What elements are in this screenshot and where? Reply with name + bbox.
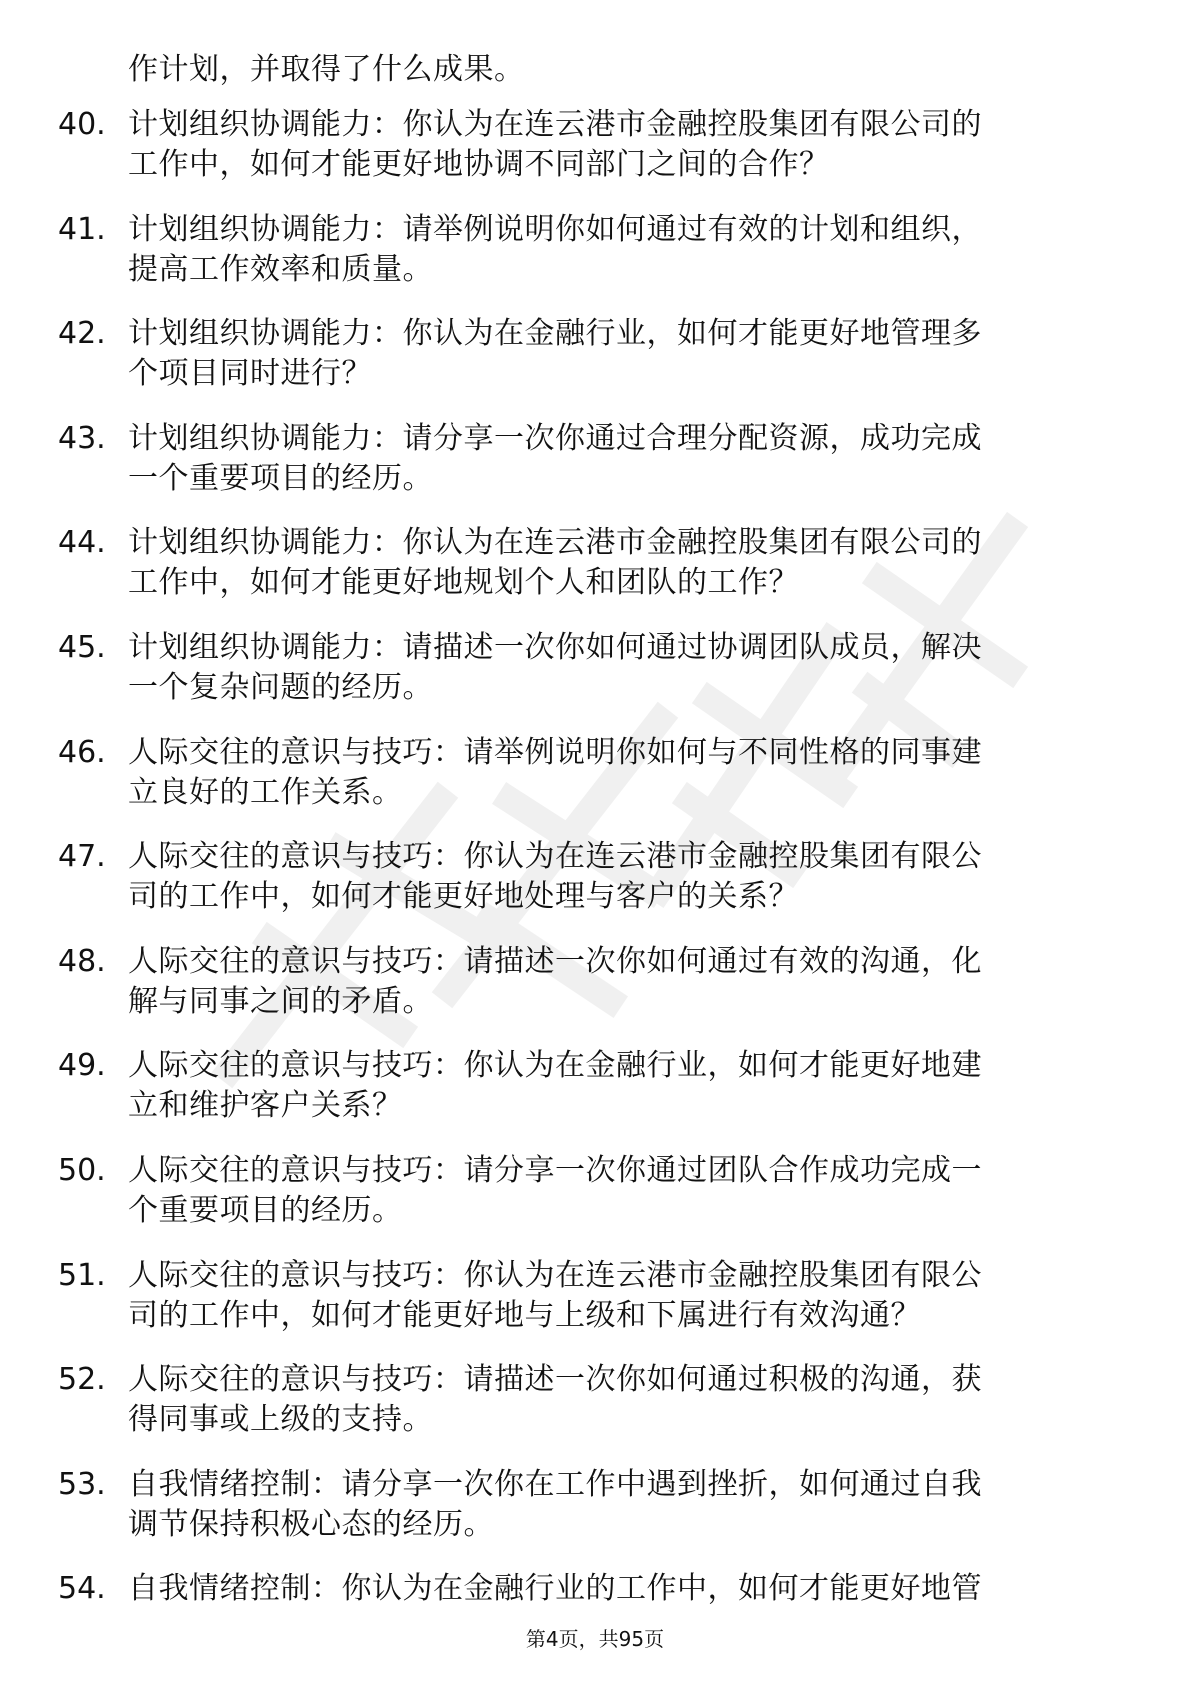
question-text-line: 自我情绪控制：请分享一次你在工作中遇到挫折，如何通过自我 xyxy=(128,1466,982,1502)
question-text xyxy=(128,105,1128,185)
question-number: 54. xyxy=(58,1571,106,1607)
question-list xyxy=(0,105,1190,1649)
question-text-line: 计划组织协调能力：请分享一次你通过合理分配资源，成功完成 xyxy=(128,420,982,456)
continuation-text: 作计划，并取得了什么成果。 xyxy=(128,52,525,87)
question-number: 49. xyxy=(58,1048,106,1084)
question-text xyxy=(128,942,1128,1022)
question-text-line: 计划组织协调能力：你认为在金融行业，如何才能更好地管理多 xyxy=(128,316,982,352)
question-number: 41. xyxy=(58,211,106,247)
question-item xyxy=(0,314,1190,394)
question-number: 52. xyxy=(58,1362,106,1398)
question-number: 47. xyxy=(58,839,106,875)
question-text-line: 司的工作中，如何才能更好地与上级和下属进行有效沟通？ xyxy=(128,1297,921,1333)
question-text xyxy=(128,1360,1128,1440)
question-text-line: 人际交往的意识与技巧：请描述一次你如何通过积极的沟通，获 xyxy=(128,1362,982,1398)
question-text xyxy=(128,419,1128,499)
question-item xyxy=(0,837,1190,917)
question-item xyxy=(0,628,1190,708)
question-text-line: 调节保持积极心态的经历。 xyxy=(128,1506,494,1542)
question-number: 42. xyxy=(58,316,106,352)
question-text-line: 一个重要项目的经历。 xyxy=(128,460,433,496)
page-footer: 第4页，共95页 xyxy=(525,1627,665,1651)
question-text-line: 司的工作中，如何才能更好地处理与客户的关系？ xyxy=(128,879,799,915)
question-item xyxy=(0,210,1190,290)
question-number: 40. xyxy=(58,107,106,142)
question-text xyxy=(128,1465,1128,1545)
question-item xyxy=(0,523,1190,603)
question-item xyxy=(0,1360,1190,1440)
question-text-line: 自我情绪控制：你认为在金融行业的工作中，如何才能更好地管 xyxy=(128,1571,982,1607)
question-number: 46. xyxy=(58,734,106,770)
question-text-line: 得同事或上级的支持。 xyxy=(128,1402,433,1438)
question-number: 51. xyxy=(58,1257,106,1293)
question-text-line: 计划组织协调能力：请举例说明你如何通过有效的计划和组织， xyxy=(128,211,982,247)
question-text xyxy=(128,733,1128,813)
question-text-line: 计划组织协调能力：你认为在连云港市金融控股集团有限公司的 xyxy=(128,107,982,142)
question-item xyxy=(0,419,1190,499)
question-text-line: 工作中，如何才能更好地规划个人和团队的工作？ xyxy=(128,565,799,601)
question-item xyxy=(0,1151,1190,1231)
question-number: 43. xyxy=(58,420,106,456)
page-content xyxy=(0,50,1190,1674)
question-text xyxy=(128,1256,1128,1336)
question-text xyxy=(128,523,1128,603)
question-text-line: 人际交往的意识与技巧：你认为在金融行业，如何才能更好地建 xyxy=(128,1048,982,1084)
question-text xyxy=(128,1046,1128,1126)
question-text-line: 一个复杂问题的经历。 xyxy=(128,669,433,705)
question-text xyxy=(128,628,1128,708)
question-text-line: 人际交往的意识与技巧：请举例说明你如何与不同性格的同事建 xyxy=(128,734,982,770)
question-number: 45. xyxy=(58,629,106,665)
question-item xyxy=(0,1046,1190,1126)
question-text-line: 人际交往的意识与技巧：你认为在连云港市金融控股集团有限公 xyxy=(128,1257,982,1293)
question-number: 50. xyxy=(58,1152,106,1188)
question-text-line: 立良好的工作关系。 xyxy=(128,774,403,810)
question-text xyxy=(128,210,1128,290)
question-item xyxy=(0,105,1190,185)
question-item xyxy=(0,942,1190,1022)
question-text-line: 提高工作效率和质量。 xyxy=(128,251,433,287)
question-text-line: 个重要项目的经历。 xyxy=(128,1192,403,1228)
question-text-line: 人际交往的意识与技巧：请分享一次你通过团队合作成功完成一 xyxy=(128,1152,982,1188)
question-text-line: 计划组织协调能力：你认为在连云港市金融控股集团有限公司的 xyxy=(128,525,982,561)
question-text-line: 工作中，如何才能更好地协调不同部门之间的合作？ xyxy=(128,147,830,182)
question-item xyxy=(0,1465,1190,1545)
question-text-line: 立和维护客户关系？ xyxy=(128,1088,403,1124)
question-text-line: 解与同事之间的矛盾。 xyxy=(128,983,433,1019)
question-text xyxy=(128,837,1128,917)
question-text-line: 人际交往的意识与技巧：请描述一次你如何通过有效的沟通，化 xyxy=(128,943,982,979)
question-number: 48. xyxy=(58,943,106,979)
question-number: 44. xyxy=(58,525,106,561)
question-text-line: 个项目同时进行？ xyxy=(128,356,372,392)
question-item xyxy=(0,733,1190,813)
question-text-line: 人际交往的意识与技巧：你认为在连云港市金融控股集团有限公 xyxy=(128,839,982,875)
question-text xyxy=(128,1151,1128,1231)
question-item xyxy=(0,1256,1190,1336)
question-number: 53. xyxy=(58,1466,106,1502)
question-text-line: 计划组织协调能力：请描述一次你如何通过协调团队成员，解决 xyxy=(128,629,982,665)
question-text xyxy=(128,314,1128,394)
